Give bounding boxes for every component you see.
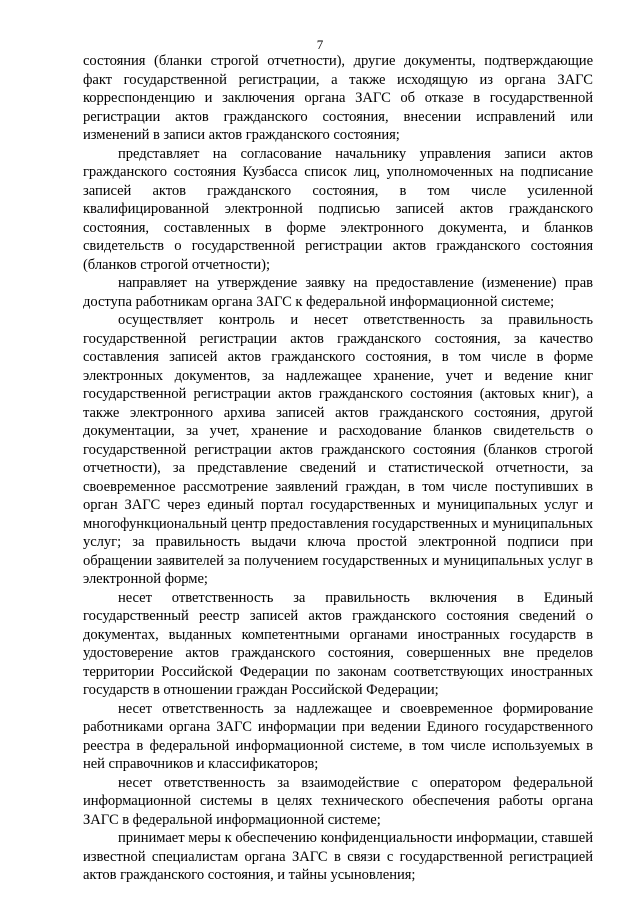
paragraph: несет ответственность за правильность включения в Единый государственный реестр записей актов гражданского состояния сведений о документах, выданных компетентными органами иностранных государств в удостоверение актов гражданского состояния, совершенных вне пределов территории Российской Федерации по законам соответствующих иностранных государств в отношении граждан Российской Федерации;: [83, 589, 593, 698]
paragraph: несет ответственность за взаимодействие с оператором федеральной информационной системы в целях технического обеспечения работы органа ЗАГС в федеральной информационной системе;: [83, 774, 593, 828]
paragraph: принимает меры к обеспечению конфиденциальности информации, ставшей известной специалистам органа ЗАГС в связи с государственной регистрацией актов гражданского состояния, и тайны усыновления;: [83, 830, 593, 883]
paragraph: представляет на согласование начальнику управления записи актов гражданского состояния Кузбасса список лиц, уполномоченных на подписание записей актов гражданского состояния, в том числе усиленной квалифицированной электронной подписью записей актов гражданского состояния, составленных в форме электронного документа, и бланков свидетельств о государственной регистрации актов гражданского состояния (бланков строгой отчетности);: [83, 145, 593, 273]
paragraph-continuation: состояния (бланки строгой отчетности), другие документы, подтверждающие факт государственной регистрации, а также исходящую из органа ЗАГС корреспонденцию и заключения органа ЗАГС об отказе в государственной регистрации актов гражданского состояния, внесении исправлений или изменений в записи актов гражданского состояния;: [83, 53, 593, 143]
paragraph: осуществляет контроль и несет ответственность за правильность государственной регистрации актов гражданского состояния, за качество составления записей актов гражданского состояния, в том числе в форме электронных документов, за надлежащее хранение, учет и ведение книг государственной регистрации актов гражданского состояния (актовых книг), а также электронного архива записей актов гражданского состояния, другой документации, за учет, хранение и расходование бланков свидетельств о государственной регистрации актов гражданского состояния (бланков строгой отчетности), за представление сведений и статистической отчетности, за своевременное рассмотрение заявлений граждан, в том числе поступивших в орган ЗАГС через единый портал государственных и муниципальных услуг и многофункциональный центр предоставления государственных и муниципальных услуг; за правильность выдачи ключа простой электронной подписи при обращении заявителей за получением государственных и муниципальных услуг в электронной форме;: [83, 312, 593, 587]
paragraph: несет ответственность за надлежащее и своевременное формирование работниками органа ЗАГС информации при ведении Единого государственного реестра в федеральной информационной системе, в том числе используемых в ней справочников и классификаторов;: [83, 700, 593, 772]
paragraph: направляет на утверждение заявку на предоставление (изменение) прав доступа работникам органа ЗАГС к федеральной информационной системе;: [83, 275, 593, 310]
document-body: [83, 52, 593, 885]
page-number: 7: [316, 37, 324, 52]
